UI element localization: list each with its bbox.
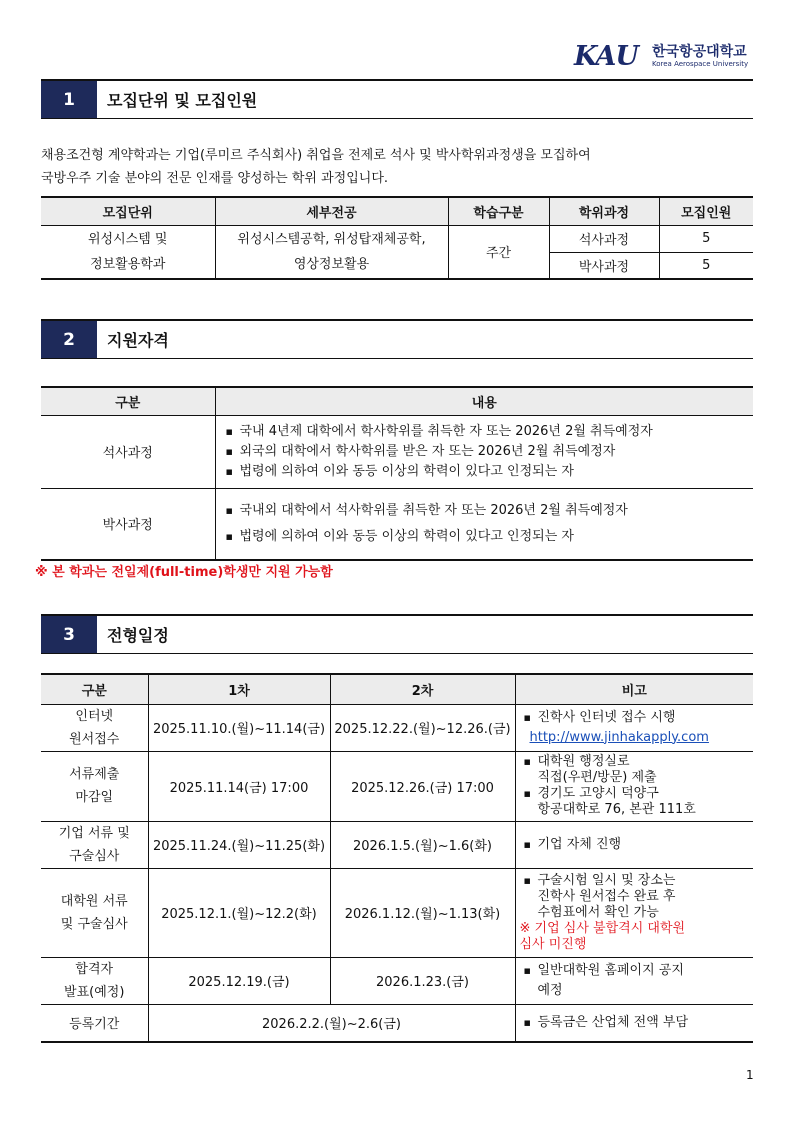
eligibility-label: 박사과정 [41,488,215,560]
table-row [41,751,753,821]
section-1-title: 모집단위 및 모집인원 [107,91,258,110]
eligibility-table [41,386,753,561]
eligibility-item: ▪ 법령에 의하여 이와 동등 이상의 학력이 있다고 인정되는 자 [222,524,754,550]
logo-mark: KAU [574,40,638,72]
jinhakapply-link[interactable]: http://www.jinhakapply.com [529,729,709,745]
col-header: 구분 [41,387,215,415]
table-row [41,704,753,751]
remark-item: ▪ 등록금은 산업체 전액 부담 [520,1013,754,1033]
intro-line: 국방우주 기술 분야의 전문 인재를 양성하는 학위 과정입니다. [41,171,389,186]
remark-item: ▪ 구술시험 일시 및 장소는 진학사 원서접수 완료 후 수험표에서 확인 가능 [520,873,754,921]
remark-item: ▪ 경기도 고양시 덕양구 항공대학로 76, 본관 111호 [520,786,754,818]
study-type-cell: 주간 [448,225,549,279]
first-round-date: 2025.12.1.(월)~12.2(화) [148,868,330,957]
first-round-date: 2025.12.19.(금) [148,957,330,1004]
col-header: 비고 [515,674,753,704]
col-header: 1차 [148,674,330,704]
section-1-header [41,79,753,119]
col-header: 학위과정 [549,197,659,225]
first-round-date: 2025.11.10.(월)~11.14(금) [148,704,330,751]
col-header: 2차 [330,674,515,704]
table-row [41,821,753,868]
schedule-label: 서류제출 마감일 [41,751,148,821]
degree-cell: 박사과정 [549,252,659,279]
page-number: 1 [746,1068,754,1082]
fulltime-note: ※ 본 학과는 전일제(full-time)학생만 지원 가능함 [35,565,333,580]
eligibility-item: ▪ 법령에 의하여 이와 동등 이상의 학력이 있다고 인정되는 자 [222,462,754,482]
degree-cell: 석사과정 [549,225,659,252]
second-round-date: 2026.1.12.(월)~1.13(화) [330,868,515,957]
table-row [41,957,753,1004]
logo-english-name: Korea Aerospace University [652,59,749,68]
col-header: 세부전공 [215,197,448,225]
remark-item: ▪ 기업 자체 진행 [520,835,754,855]
second-round-date: 2026.1.5.(월)~1.6(화) [330,821,515,868]
table-row [41,1004,753,1042]
remark-item: ▪ 일반대학원 홈페이지 공지 [520,961,754,981]
col-header: 내용 [215,387,753,415]
remark-item: ▪ 대학원 행정실로 직접(우편/방문) 제출 [520,754,754,786]
first-round-date: 2025.11.24.(월)~11.25(화) [148,821,330,868]
table-row [41,868,753,957]
section-2-title: 지원자격 [107,331,169,350]
eligibility-label: 석사과정 [41,415,215,488]
registration-period: 2026.2.2.(월)~2.6(금) [148,1004,515,1042]
remark-continuation: 예정 [537,982,563,998]
company-fail-warning: ※ 기업 심사 불합격시 대학원 심사 미진행 [519,920,686,952]
major-cell: 위성시스템공학, 위성탑재체공학, 영상정보활용 [215,225,448,279]
second-round-date: 2025.12.26.(금) 17:00 [330,751,515,821]
col-header: 학습구분 [448,197,549,225]
first-round-date: 2025.11.14(금) 17:00 [148,751,330,821]
section-1-intro [41,144,753,190]
second-round-date: 2026.1.23.(금) [330,957,515,1004]
section-1-number: 1 [41,81,97,118]
schedule-label: 인터넷 원서접수 [41,704,148,751]
schedule-label: 기업 서류 및 구술심사 [41,821,148,868]
col-header: 구분 [41,674,148,704]
schedule-label: 대학원 서류 및 구술심사 [41,868,148,957]
count-cell: 5 [659,225,753,252]
section-3-header [41,614,753,654]
unit-cell: 위성시스템 및 정보활용학과 [41,225,215,279]
schedule-label: 합격자 발표(예정) [41,957,148,1004]
count-cell: 5 [659,252,753,279]
section-3-number: 3 [41,616,97,653]
col-header: 모집인원 [659,197,753,225]
eligibility-item: ▪ 국내 4년제 대학에서 학사학위를 취득한 자 또는 2026년 2월 취득예정자 [222,422,754,442]
remark-item: ▪ 진학사 인터넷 접수 시행 [520,708,754,728]
logo-korean-name: 한국항공대학교 [652,43,747,60]
university-logo [574,40,748,72]
intro-line: 채용조건형 계약학과는 기업(루미르 주식회사) 취업을 전제로 석사 및 박사학위과정생을 모집하여 [41,148,591,163]
second-round-date: 2025.12.22.(월)~12.26.(금) [330,704,515,751]
col-header: 모집단위 [41,197,215,225]
eligibility-item: ▪ 국내외 대학에서 석사학위를 취득한 자 또는 2026년 2월 취득예정자 [222,498,754,524]
schedule-label: 등록기간 [41,1004,148,1042]
schedule-table [41,673,753,1043]
section-2-number: 2 [41,321,97,358]
recruitment-table [41,196,753,280]
eligibility-item: ▪ 외국의 대학에서 학사학위를 받은 자 또는 2026년 2월 취득예정자 [222,442,754,462]
section-3-title: 전형일정 [107,626,169,645]
section-2-header [41,319,753,359]
